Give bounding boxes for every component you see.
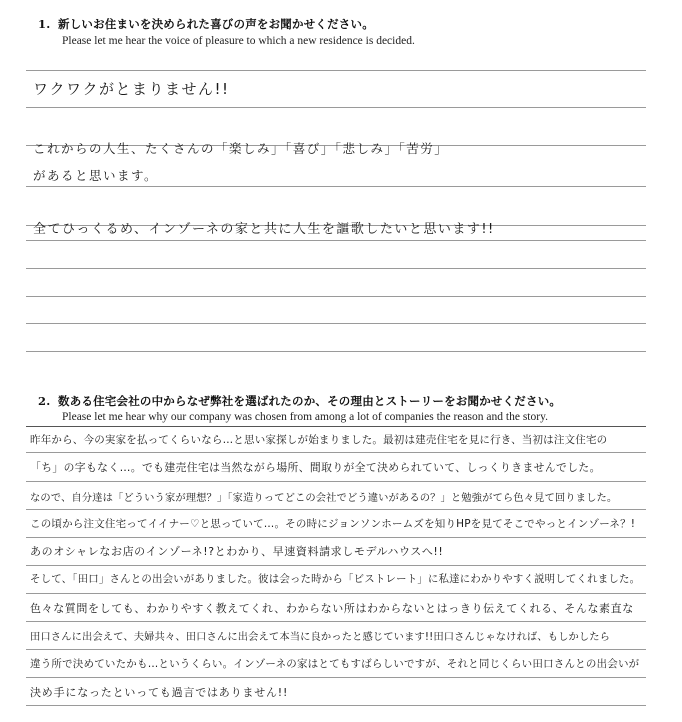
q2-title bbox=[38, 393, 561, 409]
q1-answer-line-3: があると思います。 bbox=[33, 168, 159, 183]
q1-number: 1. bbox=[38, 17, 51, 31]
q2-title-en: Please let me hear why our company was chosen from among a lot of companies the reason and the story. bbox=[62, 411, 548, 423]
q1-title-ja: 新しいお住まいを決められた喜びの声をお聞かせください。 bbox=[58, 17, 374, 31]
q1-title bbox=[38, 16, 374, 32]
q2-answer-line-9: 違う所で決めていたかも…というくらい。インゾーネの家はとてもすばらしいですが、それと同じくらい田口さんとの出会いが bbox=[30, 658, 640, 670]
q2-answer-line-1: 昨年から、今の実家を払ってくらいなら…と思い家探しが始まりました。最初は建売住宅を見に行き、当初は注文住宅の bbox=[30, 434, 608, 446]
q2-answer-line-10: 決め手になったといっても過言ではありません!! bbox=[30, 686, 289, 699]
q1-title-en: Please let me hear the voice of pleasure to which a new residence is decided. bbox=[62, 35, 415, 47]
q1-answer-line-4: 全てひっくるめ、インゾーネの家と共に人生を謳歌したいと思います!! bbox=[33, 222, 495, 237]
q2-answer-line-7: 色々な質問をしても、わかりやすく教えてくれ、わからない所はわからないとはっきり伝えてくれる、そんな素直な bbox=[30, 602, 634, 615]
q2-number: 2. bbox=[38, 394, 51, 408]
q2-answer-line-2: 「ち」の字もなく…。でも建売住宅は当然ながら場所、間取りが全て決められていて、しっくりきませんでした。 bbox=[30, 461, 601, 474]
q2-answer-line-5: あのオシャレなお店のインゾーネ!?とわかり、早速資料請求しモデルハウスへ!! bbox=[30, 545, 444, 558]
q1-answer-line-2: これからの人生、たくさんの「楽しみ」「喜び」「悲しみ」「苦労」 bbox=[33, 141, 449, 156]
q2-answer-line-4: この頃から注文住宅ってイイナー♡と思っていて…。その時にジョンソンホームズを知りHPを見てそこでやっとインゾーネ？! bbox=[30, 518, 636, 530]
q2-answer-line-3: なので、自分達は「どういう家が理想？」「家造りってどこの会社でどう違いがあるの？」と勉強がてら色々見て回りました。 bbox=[30, 492, 618, 504]
q2-answer-line-6: そして、「田口」さんとの出会いがありました。彼は会った時から「ビストレート」に私達にわかりやすく説明してくれました。 bbox=[30, 573, 641, 585]
q1-answer-line-1: ワクワクがとまりません!! bbox=[33, 80, 230, 98]
q2-answer-line-8: 田口さんに出会えて、夫婦共々、田口さんに出会えて本当に良かったと感じています!!田口さんじゃなければ、もしかしたら bbox=[30, 631, 611, 643]
q2-title-ja: 数ある住宅会社の中からなぜ弊社を選ばれたのか、その理由とストーリーをお聞かせください。 bbox=[58, 394, 562, 408]
